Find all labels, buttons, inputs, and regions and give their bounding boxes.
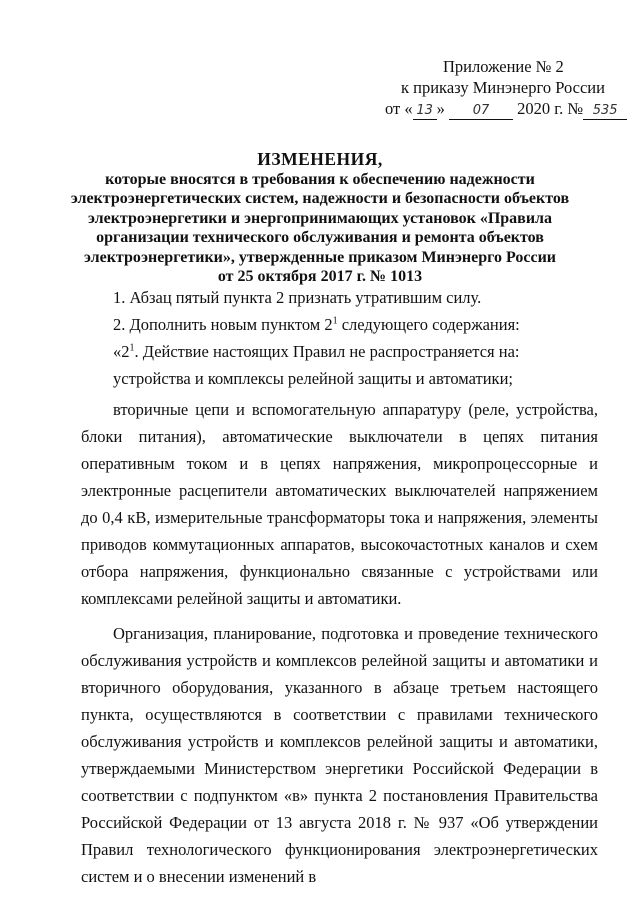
document-body (81, 284, 598, 890)
title-heading: ИЗМЕНЕНИЯ, (257, 149, 383, 169)
title-line: электроэнергетики», утвержденные приказом Минэнерго России (84, 248, 556, 266)
title-line: от 25 октября 2017 г. № 1013 (217, 268, 423, 285)
item-1: 1. Абзац пятый пункта 2 признать утратившим силу. (113, 288, 482, 307)
title-line: организации технического обслуживания и ремонта объектов (96, 229, 544, 246)
order-reference: к приказу Минэнерго России (401, 78, 605, 97)
date-day: 13 (413, 103, 437, 120)
item-2-text: 2. Дополнить новым пунктом 2 (113, 315, 333, 334)
paragraph-organization: Организация, планирование, подготовка и проведение технического обслуживания устройств и комплексов релейной защиты и автоматики и вторичного оборудования, указанного в абзаце третьем настоящего пункта, осуществляются в соответствии с правилами технического обслуживания устройств и комплексов релейной защиты и автоматики, утверждаемыми Министерством энергетики Российской Федерации в соответствии с подпунктом «в» пункта 2 постановления Правительства Российской Федерации от 13 августа 2018 г. № 937 «Об утверждении Правил технологического функционирования электроэнергетических систем и о внесении изменений в (81, 624, 598, 886)
date-month: 07 (449, 103, 513, 120)
date-prefix: от « (385, 99, 413, 118)
title-line: электроэнергетических систем, надежности и безопасности объектов (70, 190, 570, 207)
quote-intro (81, 338, 598, 365)
title-line: электроэнергетики и энергопринимающих установок «Правила (87, 209, 553, 227)
paragraph-secondary-circuits: вторичные цепи и вспомогательную аппаратуру (реле, устройства, блоки питания), автоматические выключатели в цепях питания оперативным током и в цепях напряжения, микропроцессорные и электронные расцепители автоматических выключателей напряжением до 0,4 кВ, измерительные трансформаторы тока и напряжения, элементы приводов коммутационных аппаратов, высокочастотных каналов и схем отбора напряжения, функционально связанные с устройствами или комплексами релейной защиты и автоматики. (81, 400, 598, 608)
document-title (60, 150, 580, 287)
line-devices: устройства и комплексы релейной защиты и автоматики; (113, 369, 513, 388)
item-2-sup: 1 (332, 315, 338, 327)
appendix-header (385, 56, 625, 120)
item-2-tail: следующего содержания: (337, 315, 520, 334)
order-date-line (385, 98, 625, 120)
quote-intro-text: «2 (113, 342, 130, 361)
order-number: 535 (583, 103, 627, 120)
quote-intro-tail: . Действие настоящих Правил не распространяется на: (134, 342, 520, 361)
date-separator: » (436, 99, 445, 118)
item-2 (81, 311, 598, 338)
quote-intro-sup: 1 (129, 342, 135, 354)
title-line: которые вносятся в требования к обеспечению надежности (105, 170, 535, 188)
date-year: 2020 г. № (517, 99, 584, 118)
appendix-label: Приложение № 2 (443, 57, 564, 76)
